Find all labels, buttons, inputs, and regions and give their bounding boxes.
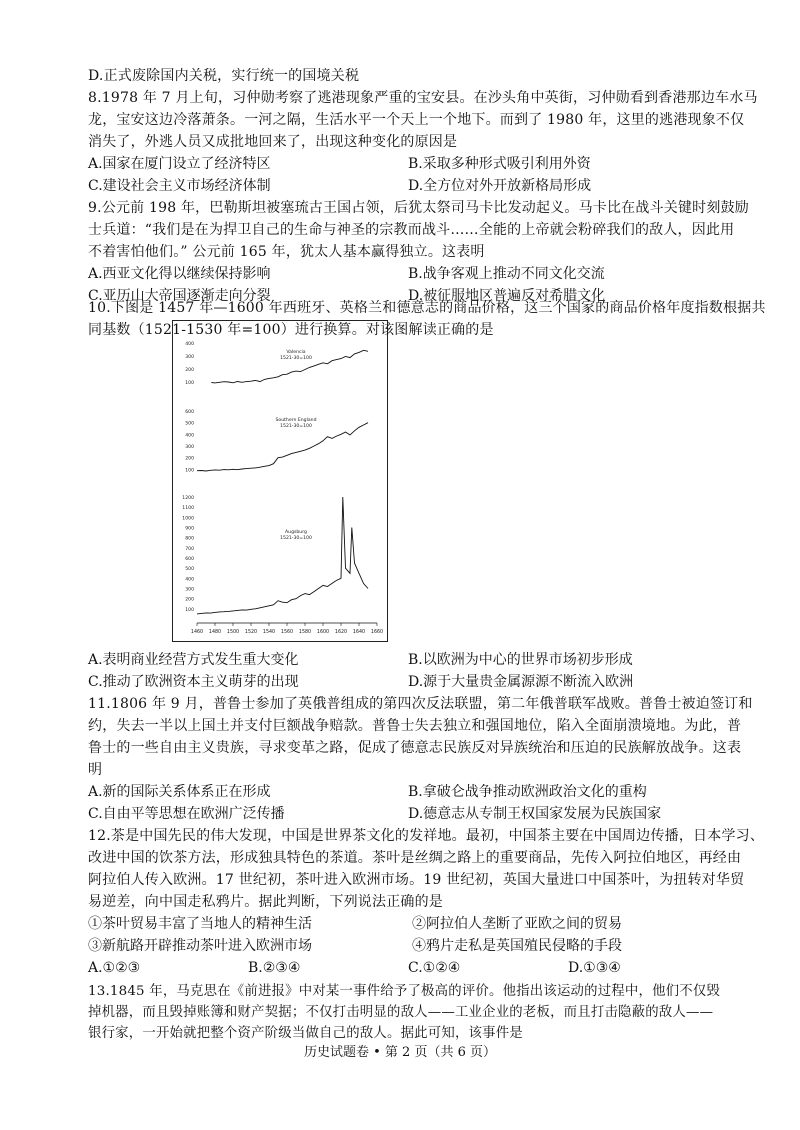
x-tick-label: 1640	[352, 630, 366, 635]
q8-stem-line: 消失了，外逃人员又成批地回来了，出现这种变化的原因是	[88, 134, 458, 150]
q10-stem-line: 10.下图是 1457 年—1600 年西班牙、英格兰和德意志的商品价格，这三个国家的商品价格年度指数根据共	[88, 300, 766, 316]
y-tick-label: 400	[185, 577, 194, 583]
q8-stem-line: 8.1978 年 7 月上旬，习仲勋考察了逃港现象严重的宝安县。在沙头角中英街，习仲勋看到香港那边车水马	[88, 90, 758, 106]
y-tick-label: 500	[185, 421, 194, 427]
q9-option-a[interactable]: A.西亚文化得以继续保持影响	[88, 266, 271, 282]
y-tick-label: 100	[185, 381, 194, 386]
q8-option-d[interactable]: D.全方位对外开放新格局形成	[408, 178, 592, 194]
q10-option-b[interactable]: B.以欧洲为中心的世界市场初步形成	[408, 652, 633, 668]
price-series-line-augsburg	[197, 497, 368, 614]
y-tick-label: 200	[185, 368, 194, 373]
y-tick-label: 200	[185, 456, 194, 462]
q9-option-c[interactable]: C.亚历山大帝国逐渐走向分裂	[88, 288, 271, 304]
y-tick-label: 700	[185, 546, 194, 552]
y-tick-label: 600	[185, 557, 194, 562]
panel-base-note: 1521-30=100	[280, 424, 312, 429]
panel-title: Valencia	[286, 350, 306, 355]
q8-option-c[interactable]: C.建设社会主义市场经济体制	[88, 178, 271, 194]
panel-title: Southern England	[275, 418, 317, 423]
y-tick-label: 400	[185, 342, 194, 347]
price-index-chart-svg	[173, 321, 387, 641]
q10-option-a[interactable]: A.表明商业经营方式发生重大变化	[88, 652, 299, 668]
x-tick-label: 1580	[298, 630, 312, 635]
y-tick-label: 200	[185, 597, 194, 603]
price-index-chart	[172, 320, 388, 642]
y-tick-label: 1200	[182, 496, 194, 501]
y-tick-label: 400	[185, 433, 194, 439]
y-tick-label: 300	[185, 445, 194, 450]
q13-stem-line: 13.1845 年，马克思在《前进报》中对某一事件给予了极高的评价。他指出该运动的过程中，他们不仅毁	[88, 984, 721, 999]
q11-stem-line: 鲁士的一些自由主义贵族，寻求变革之路，促成了德意志民族反对异族统治和压迫的民族解放战争。这表	[88, 740, 742, 756]
y-tick-label: 300	[185, 355, 194, 360]
q7-option-d: D.正式废除国内关税，实行统一的国境关税	[88, 68, 360, 84]
q12-stem-line: 12.茶是中国先民的伟大发现，中国是世界茶文化的发祥地。最初，中国茶主要在中国周边传播，日本学习、	[88, 828, 765, 844]
x-tick-label: 1500	[226, 630, 240, 635]
q8-option-a[interactable]: A.国家在厦门设立了经济特区	[88, 156, 271, 172]
y-tick-label: 100	[185, 468, 194, 474]
q10-option-d[interactable]: D.源于大量贵金属源源不断流入欧洲	[408, 674, 634, 690]
q12-option-c[interactable]: C.①②④	[408, 960, 461, 976]
x-tick-label: 1460	[190, 630, 204, 635]
q11-option-c[interactable]: C.自由平等思想在欧洲广泛传播	[88, 806, 285, 822]
x-tick-label: 1600	[316, 630, 330, 635]
q12-statement-3: ③新航路开辟推动茶叶进入欧洲市场	[88, 938, 312, 954]
q12-option-d[interactable]: D.①③④	[568, 960, 621, 976]
y-tick-label: 100	[185, 607, 194, 613]
q8-stem-line: 龙，宝安这边冷落萧条。一河之隔，生活水平一个天上一个地下。而到了 1980 年，这里的逃港现象不仅	[88, 112, 745, 128]
q11-option-b[interactable]: B.拿破仑战争推动欧洲政治文化的重构	[408, 784, 647, 800]
q12-statement-2: ②阿拉伯人垄断了亚欧之间的贸易	[412, 916, 622, 932]
q11-stem-line: 约，失去一半以上国土并支付巨额战争赔款。普鲁士失去独立和强国地位，陷入全面崩溃境地。为此，普	[88, 718, 742, 734]
x-tick-label: 1480	[208, 630, 222, 635]
q12-statement-1: ①茶叶贸易丰富了当地人的精神生活	[88, 916, 312, 932]
q8-option-b[interactable]: B.采取多种形式吸引利用外资	[408, 156, 591, 172]
q9-option-d[interactable]: D.被征服地区普遍反对希腊文化	[408, 288, 606, 304]
q11-stem-line: 明	[88, 762, 103, 778]
q11-stem-line: 11.1806 年 9 月，普鲁士参加了英俄普组成的第四次反法联盟，第二年俄普联军战败。普鲁士被迫签订和	[88, 696, 753, 712]
x-tick-label: 1660	[370, 630, 384, 635]
panel-title: Augsburg	[285, 530, 307, 535]
y-tick-label: 300	[185, 587, 194, 593]
x-tick-label: 1520	[244, 630, 258, 635]
q11-option-d[interactable]: D.德意志从专制王权国家发展为民族国家	[408, 806, 662, 822]
q12-statement-4: ④鸦片走私是英国殖民侵略的手段	[412, 938, 622, 954]
q12-stem-line: 改进中国的饮茶方法，形成独具特色的茶道。茶叶是丝绸之路上的重要商品，先传入阿拉伯地区，再经由	[88, 850, 742, 866]
q10-stem-line: 同基数（1521-1530 年=100）进行换算。对该图解读正确的是	[88, 322, 494, 338]
x-tick-label: 1620	[334, 630, 348, 635]
q9-stem-line: 9.公元前 198 年，巴勒斯坦被塞琉古王国占领，后犹太祭司马卡比发动起义。马卡比在战斗关键时刻鼓励	[88, 200, 749, 216]
y-tick-label: 600	[185, 410, 194, 415]
page-footer: 历史试题卷 • 第 2 页（共 6 页）	[303, 1045, 496, 1060]
y-tick-label: 1000	[182, 516, 194, 522]
price-series-line-southern-england	[197, 423, 368, 471]
q11-option-a[interactable]: A.新的国际关系体系正在形成	[88, 784, 271, 800]
y-tick-label: 500	[185, 567, 194, 573]
panel-base-note: 1521-30=100	[280, 356, 312, 361]
x-tick-label: 1540	[262, 630, 276, 635]
q12-stem-line: 易逆差，向中国走私鸦片。据此判断，下列说法正确的是	[88, 894, 443, 910]
q10-option-c[interactable]: C.推动了欧洲资本主义萌芽的出现	[88, 674, 299, 690]
panel-base-note: 1521-30=100	[280, 536, 312, 541]
q13-stem-line: 掉机器，而且毁掉账簿和财产契据；不仅打击明显的敌人——工业企业的老板，而且打击隐蔽的敌人——	[88, 1005, 714, 1020]
q13-stem-line: 银行家，一开始就把整个资产阶级当做自己的敌人。据此可知，该事件是	[88, 1026, 523, 1041]
y-tick-label: 1100	[182, 506, 194, 512]
y-tick-label: 800	[185, 536, 194, 542]
q9-option-b[interactable]: B.战争客观上推动不同文化交流	[408, 266, 605, 282]
q9-stem-line: 不着害怕他们。” 公元前 165 年，犹太人基本赢得独立。这表明	[88, 244, 485, 260]
x-tick-label: 1560	[280, 630, 294, 635]
q9-stem-line: 士兵道：“我们是在为捍卫自己的生命与神圣的宗教而战斗……全能的上帝就会粉碎我们的敌人，因此用	[88, 222, 735, 238]
q12-option-b[interactable]: B.②③④	[248, 960, 301, 976]
q12-option-a[interactable]: A.①②③	[88, 960, 141, 976]
y-tick-label: 900	[185, 526, 194, 532]
q12-stem-line: 阿拉伯人传入欧洲。17 世纪初，茶叶进入欧洲市场。19 世纪初，英国大量进口中国茶叶，为扭转对华贸	[88, 872, 745, 888]
